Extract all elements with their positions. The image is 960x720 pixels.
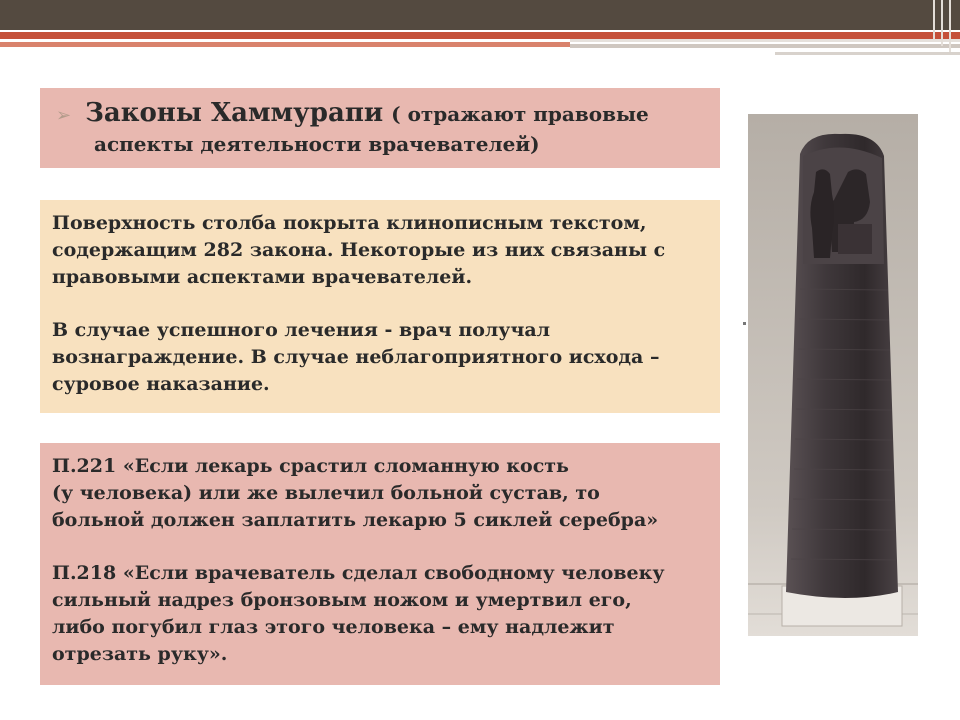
page-title: Законы Хаммурапи: [85, 98, 384, 128]
text-line: (у человека) или же вылечил больной сустав, то: [52, 482, 600, 504]
text-line: П.218 «Если врачеватель сделал свободному человеку: [52, 562, 665, 584]
text-line: вознаграждение. В случае неблагоприятного исхода –: [52, 346, 660, 368]
text-line: П.221 «Если лекарь срастил сломанную кость: [52, 455, 569, 477]
text-line: содержащим 282 закона. Некоторые из них связаны с: [52, 239, 666, 261]
law-quote: [52, 560, 708, 668]
title-subtext-line2: аспекты деятельности врачевателей): [94, 132, 540, 156]
text-line: больной должен заплатить лекарю 5 сиклей серебра»: [52, 509, 659, 531]
law-quote: [52, 453, 708, 534]
top-decorative-band: [0, 0, 960, 30]
laws-box: [40, 443, 720, 685]
title-subtext: ( отражают правовые: [391, 102, 649, 126]
hammurabi-stele-image: [748, 114, 918, 636]
decorative-dot: [743, 322, 746, 325]
text-line: правовыми аспектами врачевателей.: [52, 266, 473, 288]
text-line: суровое наказание.: [52, 373, 270, 395]
description-box: [40, 200, 720, 413]
title-box: [40, 88, 720, 168]
description-paragraph: [52, 210, 708, 291]
decorative-stripes: [0, 30, 960, 70]
corner-decoration: [920, 0, 960, 70]
text-line: сильный надрез бронзовым ножом и умертвил его,: [52, 589, 632, 611]
description-paragraph: [52, 317, 708, 398]
text-line: отрезать руку».: [52, 643, 228, 665]
text-line: либо погубил глаз этого человека – ему надлежит: [52, 616, 615, 638]
text-line: Поверхность столба покрыта клинописным текстом,: [52, 212, 647, 234]
chevron-right-icon: ➢: [56, 105, 72, 126]
text-line: В случае успешного лечения - врач получал: [52, 319, 551, 341]
